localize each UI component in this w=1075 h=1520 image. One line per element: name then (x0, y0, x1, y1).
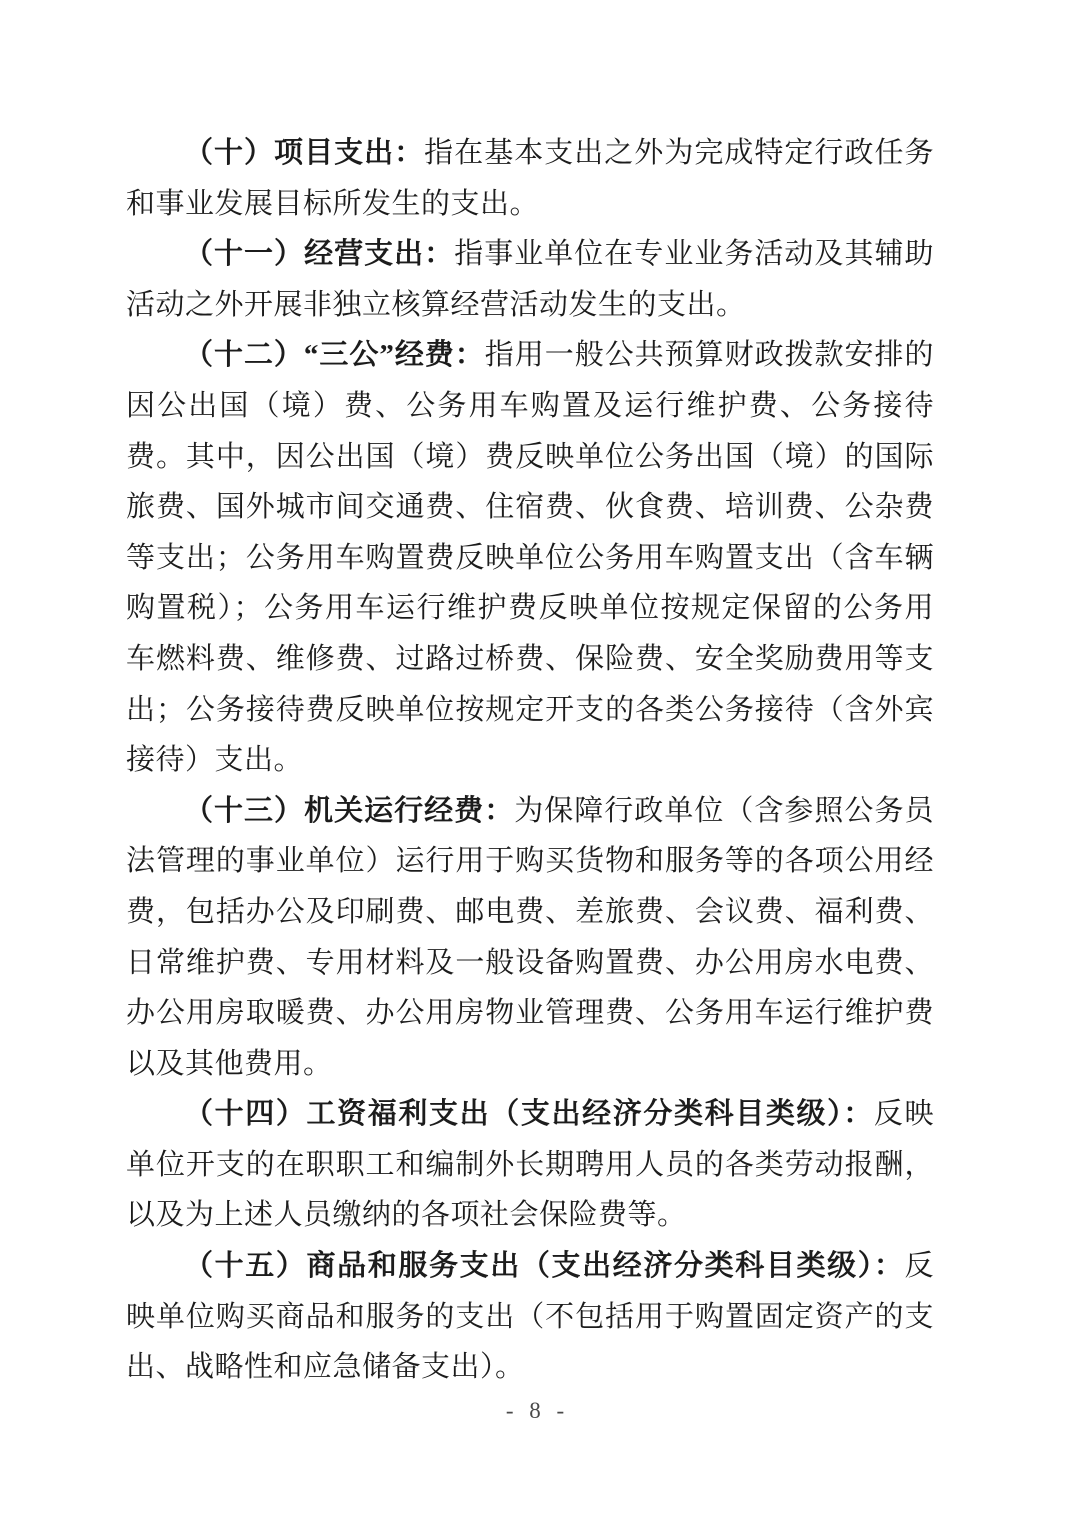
term-label: （十五）商品和服务支出（支出经济分类科目类级）： (184, 1250, 905, 1283)
definition-text: 指事业单位在专业业务活动及其辅助活动之外开展非独立核算经营活动发生的支出。 (126, 238, 934, 321)
definition-text: 反映单位开支的在职职工和编制外长期聘用人员的各类劳动报酬，以及为上述人员缴纳的各项社会保险费等。 (126, 1098, 934, 1232)
paragraph-item-13 (126, 786, 934, 1090)
term-label: （十三）机关运行经费： (184, 794, 515, 827)
paragraph-item-12 (126, 330, 934, 785)
page-number: - 8 - (505, 1398, 570, 1423)
term-label: （十四）工资福利支出（支出经济分类科目类级）： (184, 1098, 874, 1131)
definition-text: 指用一般公共预算财政拨款安排的因公出国（境）费、公务用车购置及运行维护费、公务接待费。其中，因公出国（境）费反映单位公务出国（境）的国际旅费、国外城市间交通费、住宿费、伙食费、培训费、公杂费等支出；公务用车购置费反映单位公务用车购置支出（含车辆购置税）；公务用车运行维护费反映单位按规定保留的公务用车燃料费、维修费、过路过桥费、保险费、安全奖励费用等支出；公务接待费反映单位按规定开支的各类公务接待（含外宾接待）支出。 (126, 339, 934, 777)
paragraph-item-15 (126, 1241, 934, 1393)
paragraph-item-10 (126, 128, 934, 229)
definition-text: 为保障行政单位（含参照公务员法管理的事业单位）运行用于购买货物和服务等的各项公用经费，包括办公及印刷费、邮电费、差旅费、会议费、福利费、日常维护费、专用材料及一般设备购置费、办公用房水电费、办公用房取暖费、办公用房物业管理费、公务用车运行维护费以及其他费用。 (126, 794, 934, 1080)
paragraph-item-11 (126, 229, 934, 330)
definition-text: 指在基本支出之外为完成特定行政任务和事业发展目标所发生的支出。 (126, 137, 934, 220)
definition-text: 反映单位购买商品和服务的支出（不包括用于购置固定资产的支出、战略性和应急储备支出）。 (126, 1250, 934, 1384)
document-text-block (126, 128, 934, 1393)
paragraph-item-14 (126, 1089, 934, 1241)
term-label: （十二）“三公”经费： (184, 339, 485, 372)
term-label: （十）项目支出： (184, 137, 425, 169)
term-label: （十一）经营支出： (184, 238, 455, 271)
